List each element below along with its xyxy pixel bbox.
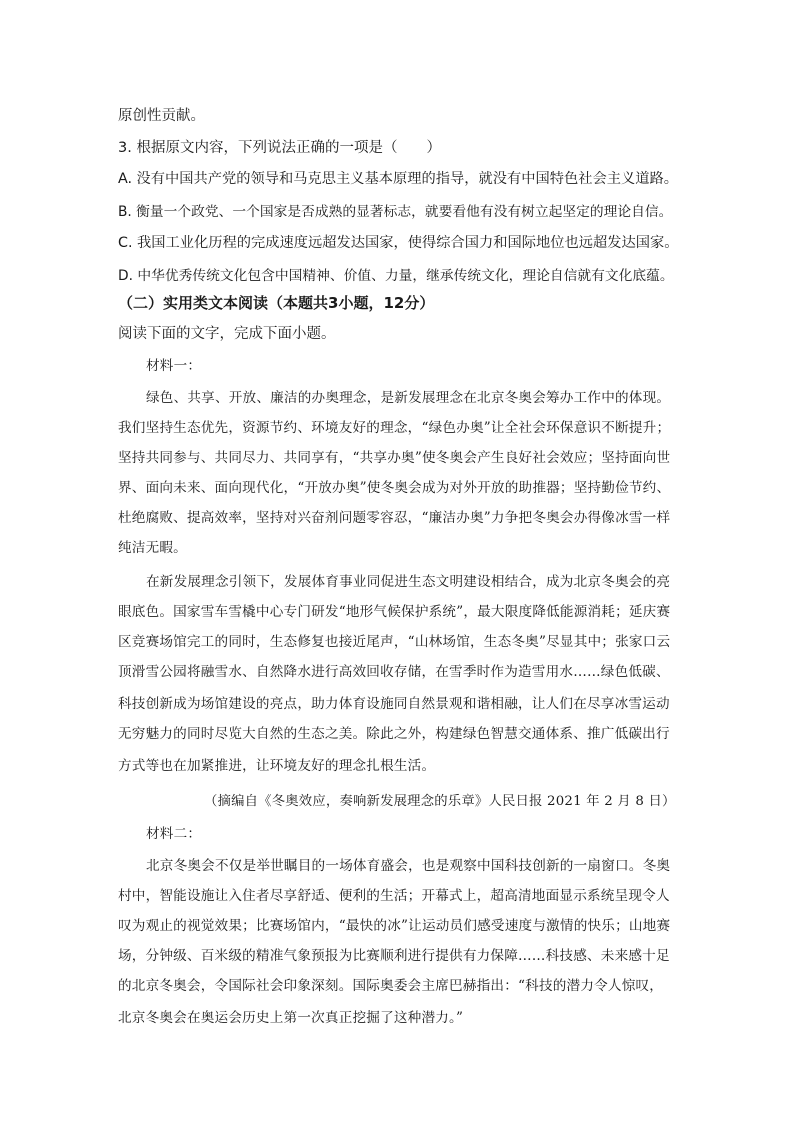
option-c[interactable]: C. 我国工业化历程的完成速度远超发达国家，使得综合国力和国际地位也远超发达国家。 — [118, 235, 679, 251]
material-2-para-1-line: 的北京冬奥会，令国际社会印象深刻。国际奥委会主席巴赫指出：“科技的潜力令人惊叹， — [118, 978, 664, 994]
material-2-para-1-line: 北京冬奥会不仅是举世瞩目的一场体育盛会，也是观察中国科技创新的一扇窗口。冬奥 — [146, 858, 671, 874]
material-2-para-1-line: 叹为观止的视觉效果；比赛场馆内，“最快的冰”让运动员们感受速度与激情的快乐；山地赛 — [118, 918, 671, 934]
material-1-para-2-line: 方式等也在加紧推进，让环境友好的理念扎根生活。 — [118, 758, 436, 774]
material-1-para-1-line: 绿色、共享、开放、廉洁的办奥理念，是新发展理念在北京冬奥会筹办工作中的体现。 — [146, 390, 671, 406]
question-3-stem: 3. 根据原文内容，下列说法正确的一项是（ ） — [118, 140, 441, 156]
section-heading: （二）实用类文本阅读（本题共3小题，12分） — [118, 294, 435, 312]
material-1-label: 材料一： — [146, 358, 202, 374]
prev-passage-tail: 原创性贡献。 — [118, 108, 205, 124]
material-1-para-1-line: 纯洁无暇。 — [118, 540, 187, 556]
material-1-para-2-line: 眼底色。国家雪车雪橇中心专门研发“地形气候保护系统”，最大限度降低能源消耗；延庆赛 — [118, 604, 671, 620]
material-1-source: （摘编自《冬奥效应，奏响新发展理念的乐章》人民日报 2021 年 2 月 8 日） — [204, 794, 676, 809]
material-1-para-2-line: 科技创新成为场馆建设的亮点，助力体育设施同自然景观和谐相融，让人们在尽享冰雪运动 — [118, 696, 670, 712]
material-1-para-2-line: 在新发展理念引领下，发展体育事业同促进生态文明建设相结合，成为北京冬奥会的亮 — [146, 574, 671, 590]
section-instruction: 阅读下面的文字，完成下面小题。 — [118, 326, 336, 342]
material-1-para-1-line: 界、面向未来、面向现代化，“开放办奥”使冬奥会成为对外开放的助推器；坚持勤俭节约、 — [118, 480, 671, 496]
option-d[interactable]: D. 中华优秀传统文化包含中国精神、价值、力量，继承传统文化，理论自信就有文化底蕴。 — [118, 268, 674, 284]
material-1-para-2-line: 区竞赛场馆完工的同时，生态修复也接近尾声，“山林场馆，生态冬奥”尽显其中；张家口云 — [118, 634, 671, 650]
option-b[interactable]: B. 衡量一个政党、一个国家是否成熟的显著标志，就要看他有没有树立起坚定的理论自信。 — [118, 204, 673, 220]
material-2-para-1-line: 村中，智能设施让入住者尽享舒适、便利的生活；开幕式上，超高清地面显示系统呈现令人 — [118, 888, 670, 904]
material-1-para-1-line: 杜绝腐败、提高效率，坚持对兴奋剂问题零容忍，“廉洁办奥”力争把冬奥会办得像冰雪一样 — [118, 510, 671, 526]
material-2-para-1-line: 北京冬奥会在奥运会历史上第一次真正挖掘了这种潜力。” — [118, 1010, 464, 1026]
material-1-para-1-line: 我们坚持生态优先，资源节约、环境友好的理念，“绿色办奥”让全社会环保意识不断提升； — [118, 420, 671, 436]
material-2-label: 材料二： — [146, 826, 202, 842]
material-1-para-2-line: 无穷魅力的同时尽览大自然的生态之美。除此之外，构建绿色智慧交通体系、推广低碳出行 — [118, 726, 670, 742]
material-1-para-1-line: 坚持共同参与、共同尽力、共同享有，“共享办奥”使冬奥会产生良好社会效应；坚持面向世 — [118, 450, 671, 466]
material-1-para-2-line: 顶滑雪公园将融雪水、自然降水进行高效回收存储，在雪季时作为造雪用水……绿色低碳、 — [118, 664, 670, 680]
material-2-para-1-line: 场，分钟级、百米级的精准气象预报为比赛顺利进行提供有力保障……科技感、未来感十足 — [118, 948, 670, 964]
option-a[interactable]: A. 没有中国共产党的领导和马克思主义基本原理的指导，就没有中国特色社会主义道路。 — [118, 171, 679, 187]
